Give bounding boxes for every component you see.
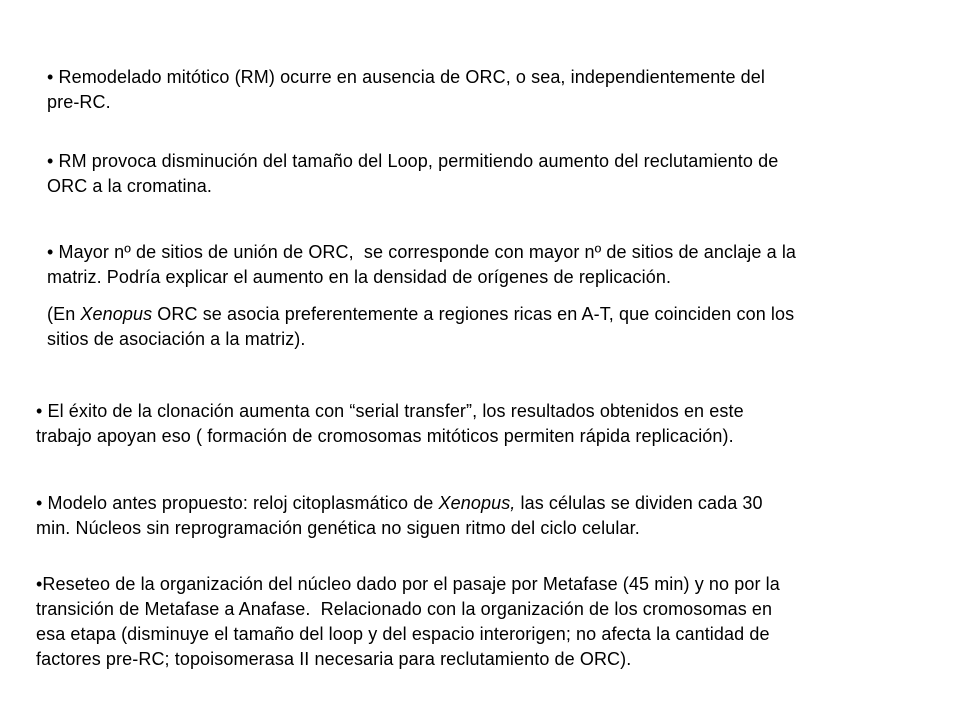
text-line: • RM provoca disminución del tamaño del Loop, permitiendo aumento del reclutamiento de — [47, 151, 779, 171]
text-line: factores pre-RC; topoisomerasa II necesaria para reclutamiento de ORC). — [36, 649, 632, 669]
bullet-reseteo-nucleo — [36, 572, 780, 672]
text-line: trabajo apoyan eso ( formación de cromosomas mitóticos permiten rápida replicación). — [36, 426, 734, 446]
text-line: min. Núcleos sin reprogramación genética no siguen ritmo del ciclo celular. — [36, 518, 640, 538]
bullet-rm-loop — [47, 149, 778, 199]
bullet-serial-transfer — [36, 399, 744, 449]
bullet-remodelado-mitotico — [47, 65, 765, 115]
text-line: matriz. Podría explicar el aumento en la densidad de orígenes de replicación. — [47, 267, 672, 287]
bullet-sitios-orc — [47, 240, 796, 290]
text-line — [36, 491, 763, 516]
text-line: • El éxito de la clonación aumenta con “serial transfer”, los resultados obtenidos en este — [36, 401, 744, 421]
text-line: pre-RC. — [47, 92, 111, 112]
text-line — [47, 302, 794, 327]
italic-species-name: Xenopus, — [438, 493, 516, 513]
text-line: • Remodelado mitótico (RM) ocurre en ausencia de ORC, o sea, independientemente del — [47, 67, 765, 87]
text-line: • Mayor nº de sitios de unión de ORC, se corresponde con mayor nº de sitios de anclaje a la — [47, 242, 797, 262]
text-fragment: las células se dividen cada 30 — [515, 493, 763, 513]
text-fragment: ORC se asocia preferentemente a regiones ricas en A-T, que coinciden con los — [152, 304, 795, 324]
bullet-reloj-citoplasmatico — [36, 491, 763, 541]
text-line: ORC a la cromatina. — [47, 176, 212, 196]
text-line: sitios de asociación a la matriz). — [47, 329, 306, 349]
text-line: transición de Metafase a Anafase. Relacionado con la organización de los cromosomas en — [36, 599, 773, 619]
text-fragment: • Modelo antes propuesto: reloj citoplasmático de — [36, 493, 439, 513]
text-line: esa etapa (disminuye el tamaño del loop y del espacio interorigen; no afecta la cantidad de — [36, 624, 770, 644]
text-line: •Reseteo de la organización del núcleo dado por el pasaje por Metafase (45 min) y no por la — [36, 574, 780, 594]
text-fragment: (En — [47, 304, 81, 324]
note-xenopus-orc — [47, 302, 794, 352]
italic-species-name: Xenopus — [80, 304, 153, 324]
